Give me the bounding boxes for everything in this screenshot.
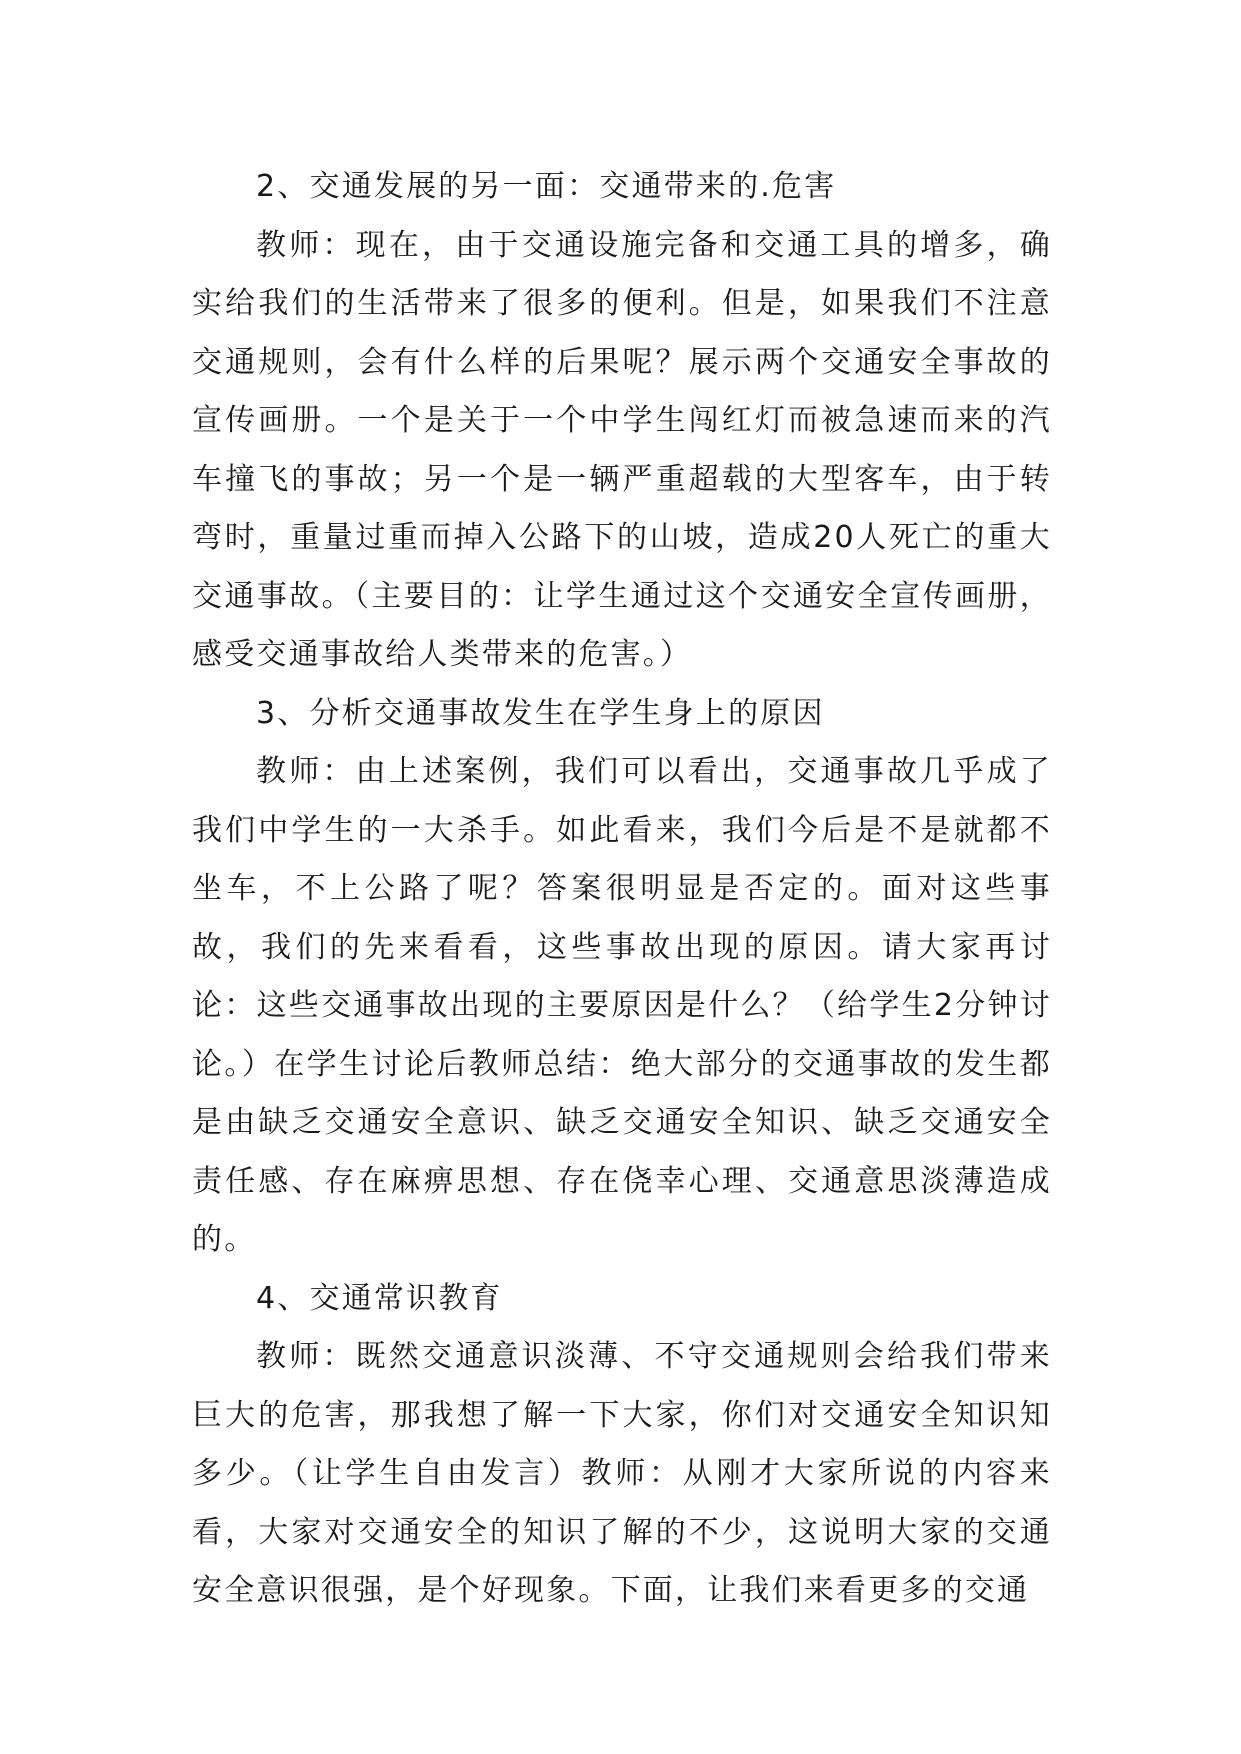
- section-heading-3: 3、分析交通事故发生在学生身上的原因: [256, 695, 825, 731]
- section-paragraph-2: 教师：现在，由于交通设施完备和交通工具的增多，确实给我们的生活带来了很多的便利。但是，如果我们不注意交通规则，会有什么样的后果呢？展示两个交通安全事故的宣传画册。一个是关于一个中学生闯红灯而被急速而来的汽车撞飞的事故；另一个是一辆严重超载的大型客车，由于转弯时，重量过重而掉入公路下的山坡，造成20人死亡的重大交通事故。（主要目的：让学生通过这个交通安全宣传画册，感受交通事故给人类带来的危害。）: [192, 227, 1052, 672]
- section-paragraph-4: 教师：既然交通意识淡薄、不守交通规则会给我们带来巨大的危害，那我想了解一下大家，你们对交通安全知识知多少。（让学生自由发言）教师：从刚才大家所说的内容来看，大家对交通安全的知识了解的不少，这说明大家的交通安全意识很强，是个好现象。下面，让我们来看更多的交通: [192, 1339, 1052, 1608]
- section-paragraph-3: 教师：由上述案例，我们可以看出，交通事故几乎成了我们中学生的一大杀手。如此看来，我们今后是不是就都不坐车，不上公路了呢？答案很明显是否定的。面对这些事故，我们的先来看看，这些事故出现的原因。请大家再讨论：这些交通事故出现的主要原因是什么？（给学生2分钟讨论。）在学生讨论后教师总结：绝大部分的交通事故的发生都是由缺乏交通安全意识、缺乏交通安全知识、缺乏交通安全责任感、存在麻痹思想、存在侥幸心理、交通意思淡薄造成的。: [192, 754, 1052, 1257]
- section-heading-4: 4、交通常识教育: [256, 1280, 503, 1316]
- document-body: [192, 158, 1052, 1621]
- section-heading-2: 2、交通发展的另一面：交通带来的.危害: [256, 169, 837, 204]
